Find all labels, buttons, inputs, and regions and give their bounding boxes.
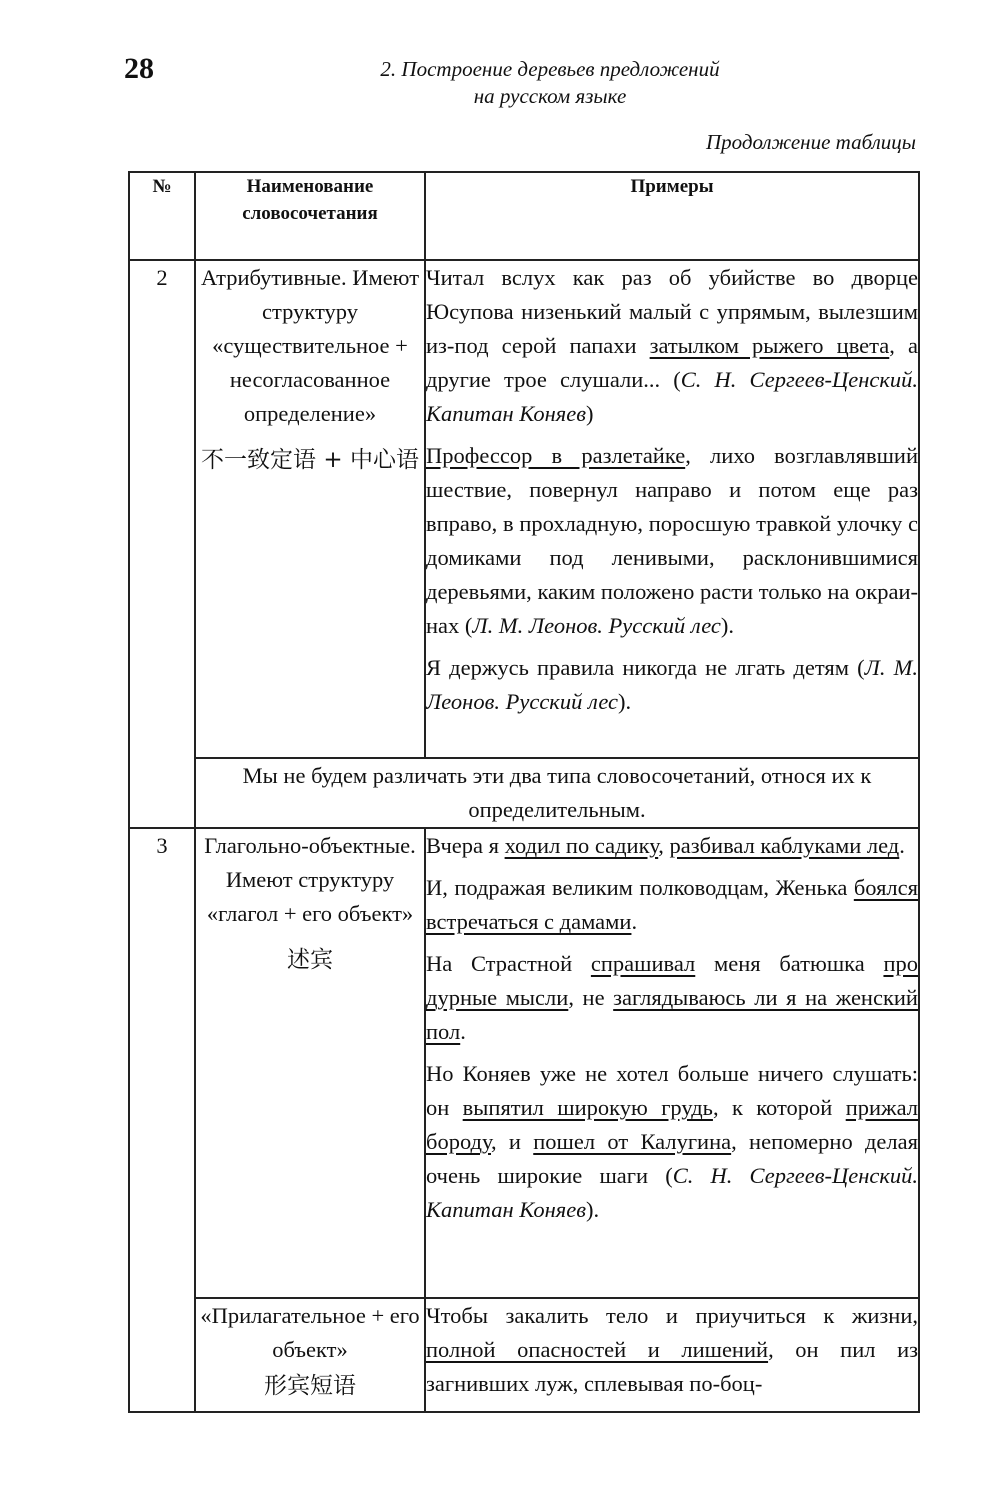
underlined-phrase: затылком рыжего цвета [649, 333, 890, 358]
underlined-phrase: боялся встречаться с дамами [426, 875, 918, 934]
underlined-phrase: пошел от Калугина [533, 1129, 732, 1154]
source-citation: С. Н. Сергеев-Ценский. Капитан Коняев [426, 367, 918, 426]
example: Но Коняев уже не хотел больше ничего слушать: он выпятил широкую грудь, к которой прижал бороду, и пошел от Калугина, непомерно делая очень широкие шаги (С. Н. Сергеев-Ценский. Капитан Коняев). [426, 1061, 918, 1222]
underlined-phrase: заглядываюсь ли я на женский пол [426, 985, 918, 1044]
running-head [300, 56, 800, 110]
underlined-phrase: прижал бороду [426, 1095, 918, 1154]
underlined-phrase: спрашивал [590, 951, 696, 976]
source-citation: С. Н. Сергеев-Ценский. Капитан Коняев [426, 1163, 918, 1222]
example: Профессор в разлетайке, лихо возглавлявший шествие, повернул направо и потом еще раз вправо, в прохладную, поросшую травкой улочку с домиками под ленивыми, расклонившимися деревьями, каким положено расти только на окраинах (Л. М. Леонов. Русский лес). [426, 443, 918, 638]
table-note: Мы не будем различать эти два типа словосочетаний, относя их к определительным. [195, 758, 919, 828]
header-examples: Примеры [425, 172, 919, 260]
phrase-type-description: Глагольно-объектные. Имеют структуру «глагол + его объект» [204, 833, 416, 926]
running-head-line1: 2. Построение деревьев предложений [380, 57, 720, 81]
phrase-type-name [195, 828, 425, 1298]
source-citation: Л. М. Леонов. Русский лес [426, 655, 919, 714]
underlined-phrase: выпятил широкую грудь [462, 1095, 713, 1120]
example: И, подражая великим полководцам, Женька боялся встречаться с дамами. [426, 875, 918, 934]
phrase-type-name [195, 1298, 425, 1412]
examples-cell [425, 828, 919, 1298]
table-row [129, 260, 919, 758]
underlined-phrase: разбивал каблуками лед [669, 833, 900, 858]
example: Чтобы закалить тело и приучиться к жизни, полной опасностей и лишений, он пил из загнивших луж, сплевывая по-боц- [426, 1303, 919, 1396]
examples-cell [425, 1298, 919, 1412]
underlined-phrase: Профессор в разлетайке [426, 443, 686, 468]
underlined-phrase: ходил по садику [504, 833, 659, 858]
example: На Страстной спрашивал меня батюшка про дурные мысли, не заглядываюсь ли я на женский пол. [426, 951, 918, 1044]
source-citation: Л. М. Леонов. Русский лес [472, 613, 721, 638]
page-number: 28 [124, 52, 154, 85]
header-number: № [129, 172, 195, 260]
header-name: Наименование словосочетания [195, 172, 425, 260]
example: Я держусь правила никогда не лгать детям (Л. М. Леонов. Русский лес). [426, 655, 919, 714]
example: Вчера я ходил по садику, разбивал каблуками лед. [426, 833, 905, 858]
examples-cell [425, 260, 919, 758]
chinese-term: 形宾短语 [264, 1373, 356, 1399]
chinese-term: 不一致定语 + 中心语 [201, 447, 419, 473]
table-row [129, 1298, 919, 1412]
running-head-line2: на русском языке [473, 84, 627, 108]
table-header-row [129, 172, 919, 260]
phrase-types-table [128, 171, 920, 1413]
phrase-type-description: Атрибутивные. Имеют структуру «существительное + несогласованное определение» [200, 265, 420, 426]
chinese-term: 述宾 [287, 947, 333, 973]
example: Читал вслух как раз об убийстве во дворце Юсупова низенький малый с упрямым, вылезшим из-под серой папахи затылком рыжего цвета, а другие трое слушали... (С. Н. Сергеев-Ценский. Капитан Коняев) [426, 265, 918, 426]
table-note-row [129, 758, 919, 828]
row-number: 2 [129, 260, 195, 828]
phrase-type-name [195, 260, 425, 758]
continued-label: Продолжение таблицы [705, 130, 916, 154]
underlined-phrase: про дурные мысли [426, 951, 918, 1010]
underlined-phrase: полной опасностей и лишений [426, 1337, 769, 1362]
row-number: 3 [129, 828, 195, 1412]
table-row [129, 828, 919, 1298]
phrase-type-description: «Прилагательное + его объект» [200, 1303, 420, 1362]
